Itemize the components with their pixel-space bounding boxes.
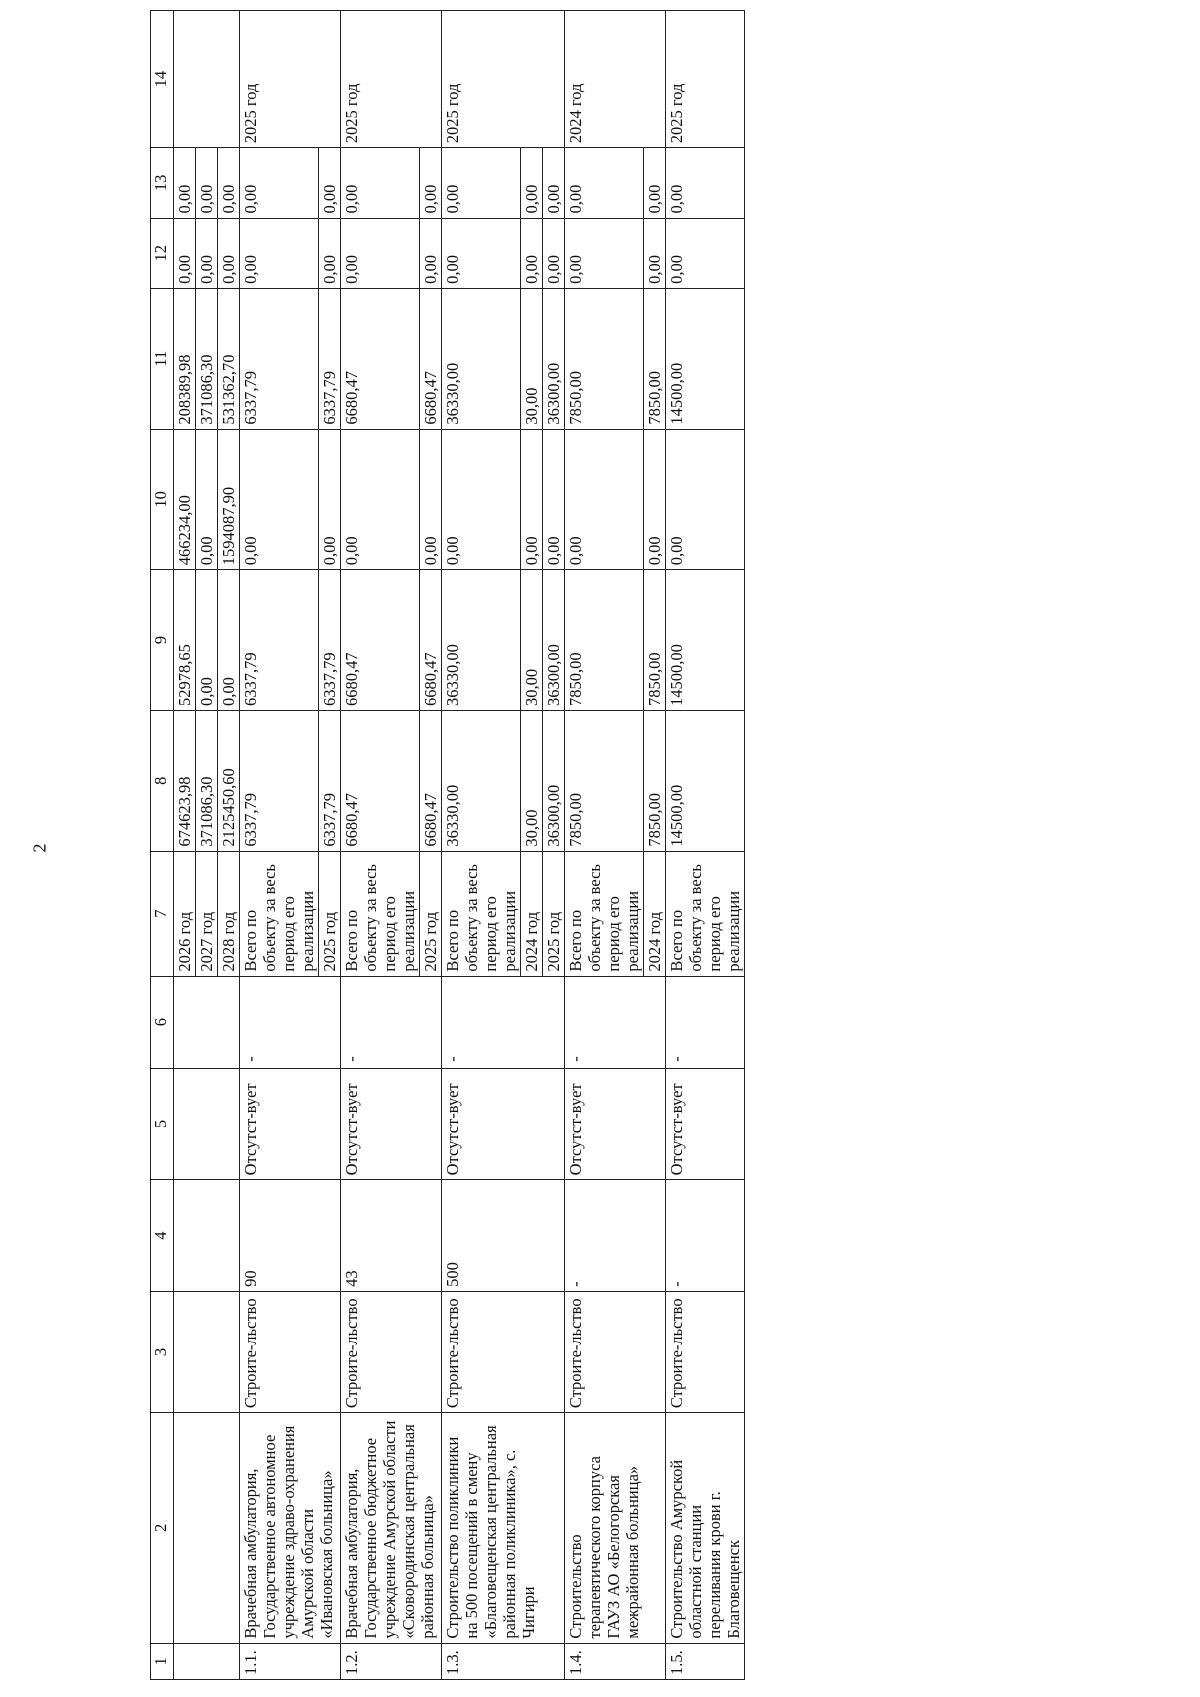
object-row: [442, 11, 521, 1680]
period-label: 2025 год: [543, 851, 565, 976]
completion-year: 2025 год: [666, 11, 745, 148]
value-cell: 0,00: [174, 218, 196, 288]
value-cell: 0,00: [521, 218, 543, 288]
value-cell: 0,00: [543, 429, 565, 570]
value-cell: 0,00: [319, 148, 341, 218]
object-name: Строительство терапевтического корпуса ГАУЗ АО «Белогорская межрайонная больница»: [565, 1413, 666, 1643]
column-5-value: Отсутст-вует: [666, 1068, 745, 1180]
value-cell: 6680,47: [341, 570, 420, 711]
period-label: 2025 год: [319, 851, 341, 976]
column-6-value: -: [565, 976, 666, 1068]
column-number-11: 11: [151, 288, 174, 429]
value-cell: 0,00: [521, 148, 543, 218]
value-cell: 0,00: [442, 429, 521, 570]
value-cell: 0,00: [319, 218, 341, 288]
value-cell: 0,00: [196, 148, 218, 218]
value-cell: 0,00: [341, 218, 420, 288]
object-name: Врачебная амбулатория, Государственное бюджетное учреждение Амурской области «Сковородинская центральная районная больница»: [341, 1413, 442, 1643]
value-cell: 36300,00: [543, 288, 565, 429]
value-cell: 0,00: [420, 218, 442, 288]
object-row: [666, 11, 745, 1680]
value-cell: 466234,00: [174, 429, 196, 570]
column-6-value: -: [240, 976, 341, 1068]
object-number: 1.4.: [565, 1643, 666, 1679]
column-5-value: Отсутст-вует: [565, 1068, 666, 1180]
object-row: [565, 11, 644, 1680]
table-body: [174, 11, 745, 1680]
value-cell: 674623,98: [174, 710, 196, 851]
value-cell: 14500,00: [666, 570, 745, 711]
column-6-value: -: [666, 976, 745, 1068]
page-number: 2: [29, 843, 50, 853]
value-cell: 36330,00: [442, 288, 521, 429]
work-type: Строите-льство: [666, 1291, 745, 1412]
value-cell: 0,00: [196, 429, 218, 570]
object-name: Врачебная амбулатория, Государственное автономное учреждение здраво-охранения Амурской области «Ивановская больница»: [240, 1413, 341, 1643]
empty-cell: [174, 1643, 240, 1679]
completion-year: 2025 год: [442, 11, 565, 148]
work-type: Строите-льство: [565, 1291, 666, 1412]
empty-cell: [174, 976, 240, 1068]
value-cell: 2125450,60: [218, 710, 240, 851]
value-cell: 0,00: [341, 148, 420, 218]
value-cell: 371086,30: [196, 288, 218, 429]
column-number-12: 12: [151, 218, 174, 288]
column-6-value: -: [442, 976, 565, 1068]
value-cell: 0,00: [196, 218, 218, 288]
column-number-9: 9: [151, 570, 174, 711]
work-type: Строите-льство: [341, 1291, 442, 1412]
value-cell: 0,00: [174, 148, 196, 218]
value-cell: 0,00: [666, 218, 745, 288]
object-number: 1.1.: [240, 1643, 341, 1679]
continuation-row: [174, 11, 196, 1680]
value-cell: 6680,47: [420, 288, 442, 429]
value-cell: 6337,79: [240, 710, 319, 851]
value-cell: 36330,00: [442, 710, 521, 851]
period-label: 2025 год: [420, 851, 442, 976]
object-name: Строительство поликлиники на 500 посещений в смену «Благовещенская центральная районная поликлиника», с. Чигири: [442, 1413, 565, 1643]
column-5-value: Отсутст-вует: [442, 1068, 565, 1180]
period-label: Всего по объекту за весь период его реализации: [565, 851, 644, 976]
value-cell: 0,00: [240, 148, 319, 218]
capacity: 43: [341, 1180, 442, 1292]
value-cell: 0,00: [442, 148, 521, 218]
value-cell: 6337,79: [240, 570, 319, 711]
column-number-8: 8: [151, 710, 174, 851]
value-cell: 6337,79: [319, 570, 341, 711]
value-cell: 0,00: [420, 148, 442, 218]
column-number-1: 1: [151, 1643, 174, 1679]
value-cell: 30,00: [521, 288, 543, 429]
object-name: Строительство Амурской областной станции переливания крови г. Благовещенск: [666, 1413, 745, 1643]
value-cell: 36300,00: [543, 710, 565, 851]
value-cell: 7850,00: [565, 288, 644, 429]
value-cell: 0,00: [420, 429, 442, 570]
value-cell: 0,00: [218, 218, 240, 288]
empty-cell: [174, 11, 240, 148]
completion-year: 2025 год: [341, 11, 442, 148]
capacity: -: [565, 1180, 666, 1292]
investment-table: [150, 10, 745, 1680]
value-cell: 0,00: [442, 218, 521, 288]
value-cell: 6337,79: [319, 710, 341, 851]
value-cell: 0,00: [240, 429, 319, 570]
year-cell: 2028 год: [218, 851, 240, 976]
value-cell: 30,00: [521, 570, 543, 711]
value-cell: 0,00: [565, 218, 644, 288]
column-number-5: 5: [151, 1068, 174, 1180]
column-number-10: 10: [151, 429, 174, 570]
column-6-value: -: [341, 976, 442, 1068]
value-cell: 0,00: [196, 570, 218, 711]
year-cell: 2026 год: [174, 851, 196, 976]
value-cell: 0,00: [666, 148, 745, 218]
value-cell: 6680,47: [420, 570, 442, 711]
column-number-row: [151, 11, 174, 1680]
year-cell: 2027 год: [196, 851, 218, 976]
column-number-7: 7: [151, 851, 174, 976]
empty-cell: [174, 1068, 240, 1180]
value-cell: 6337,79: [319, 288, 341, 429]
value-cell: 52978,65: [174, 570, 196, 711]
value-cell: 6680,47: [420, 710, 442, 851]
column-number-6: 6: [151, 976, 174, 1068]
value-cell: 371086,30: [196, 710, 218, 851]
completion-year: 2024 год: [565, 11, 666, 148]
period-label: Всего по объекту за весь период его реализации: [240, 851, 319, 976]
rotated-table-area: [150, 10, 1130, 1680]
completion-year: 2025 год: [240, 11, 341, 148]
value-cell: 7850,00: [644, 288, 666, 429]
value-cell: 14500,00: [666, 710, 745, 851]
value-cell: 6680,47: [341, 288, 420, 429]
value-cell: 0,00: [543, 218, 565, 288]
column-number-14: 14: [151, 11, 174, 148]
period-label: Всего по объекту за весь период его реализации: [442, 851, 521, 976]
column-number-3: 3: [151, 1291, 174, 1412]
object-number: 1.2.: [341, 1643, 442, 1679]
object-row: [240, 11, 319, 1680]
period-label: 2024 год: [521, 851, 543, 976]
value-cell: 0,00: [521, 429, 543, 570]
value-cell: 7850,00: [644, 710, 666, 851]
column-number-13: 13: [151, 148, 174, 218]
empty-cell: [174, 1180, 240, 1292]
work-type: Строите-льство: [442, 1291, 565, 1412]
value-cell: 30,00: [521, 710, 543, 851]
value-cell: 7850,00: [565, 710, 644, 851]
column-number-2: 2: [151, 1413, 174, 1643]
value-cell: 0,00: [218, 148, 240, 218]
value-cell: 0,00: [240, 218, 319, 288]
object-row: [341, 11, 420, 1680]
value-cell: 0,00: [565, 429, 644, 570]
value-cell: 6680,47: [341, 710, 420, 851]
value-cell: 0,00: [644, 429, 666, 570]
value-cell: 531362,70: [218, 288, 240, 429]
object-number: 1.3.: [442, 1643, 565, 1679]
capacity: 90: [240, 1180, 341, 1292]
column-5-value: Отсутст-вует: [341, 1068, 442, 1180]
capacity: 500: [442, 1180, 565, 1292]
period-label: Всего по объекту за весь период его реализации: [666, 851, 745, 976]
value-cell: 14500,00: [666, 288, 745, 429]
value-cell: 0,00: [644, 218, 666, 288]
period-label: Всего по объекту за весь период его реализации: [341, 851, 420, 976]
value-cell: 208389,98: [174, 288, 196, 429]
column-number-4: 4: [151, 1180, 174, 1292]
empty-cell: [174, 1413, 240, 1643]
value-cell: 0,00: [644, 148, 666, 218]
value-cell: 0,00: [565, 148, 644, 218]
value-cell: 1594087,90: [218, 429, 240, 570]
period-label: 2024 год: [644, 851, 666, 976]
value-cell: 36300,00: [543, 570, 565, 711]
empty-cell: [174, 1291, 240, 1412]
value-cell: 0,00: [543, 148, 565, 218]
value-cell: 6337,79: [240, 288, 319, 429]
capacity: -: [666, 1180, 745, 1292]
column-5-value: Отсутст-вует: [240, 1068, 341, 1180]
work-type: Строите-льство: [240, 1291, 341, 1412]
value-cell: 7850,00: [565, 570, 644, 711]
value-cell: 7850,00: [644, 570, 666, 711]
value-cell: 0,00: [218, 570, 240, 711]
object-number: 1.5.: [666, 1643, 745, 1679]
value-cell: 0,00: [319, 429, 341, 570]
value-cell: 0,00: [666, 429, 745, 570]
value-cell: 0,00: [341, 429, 420, 570]
value-cell: 36330,00: [442, 570, 521, 711]
